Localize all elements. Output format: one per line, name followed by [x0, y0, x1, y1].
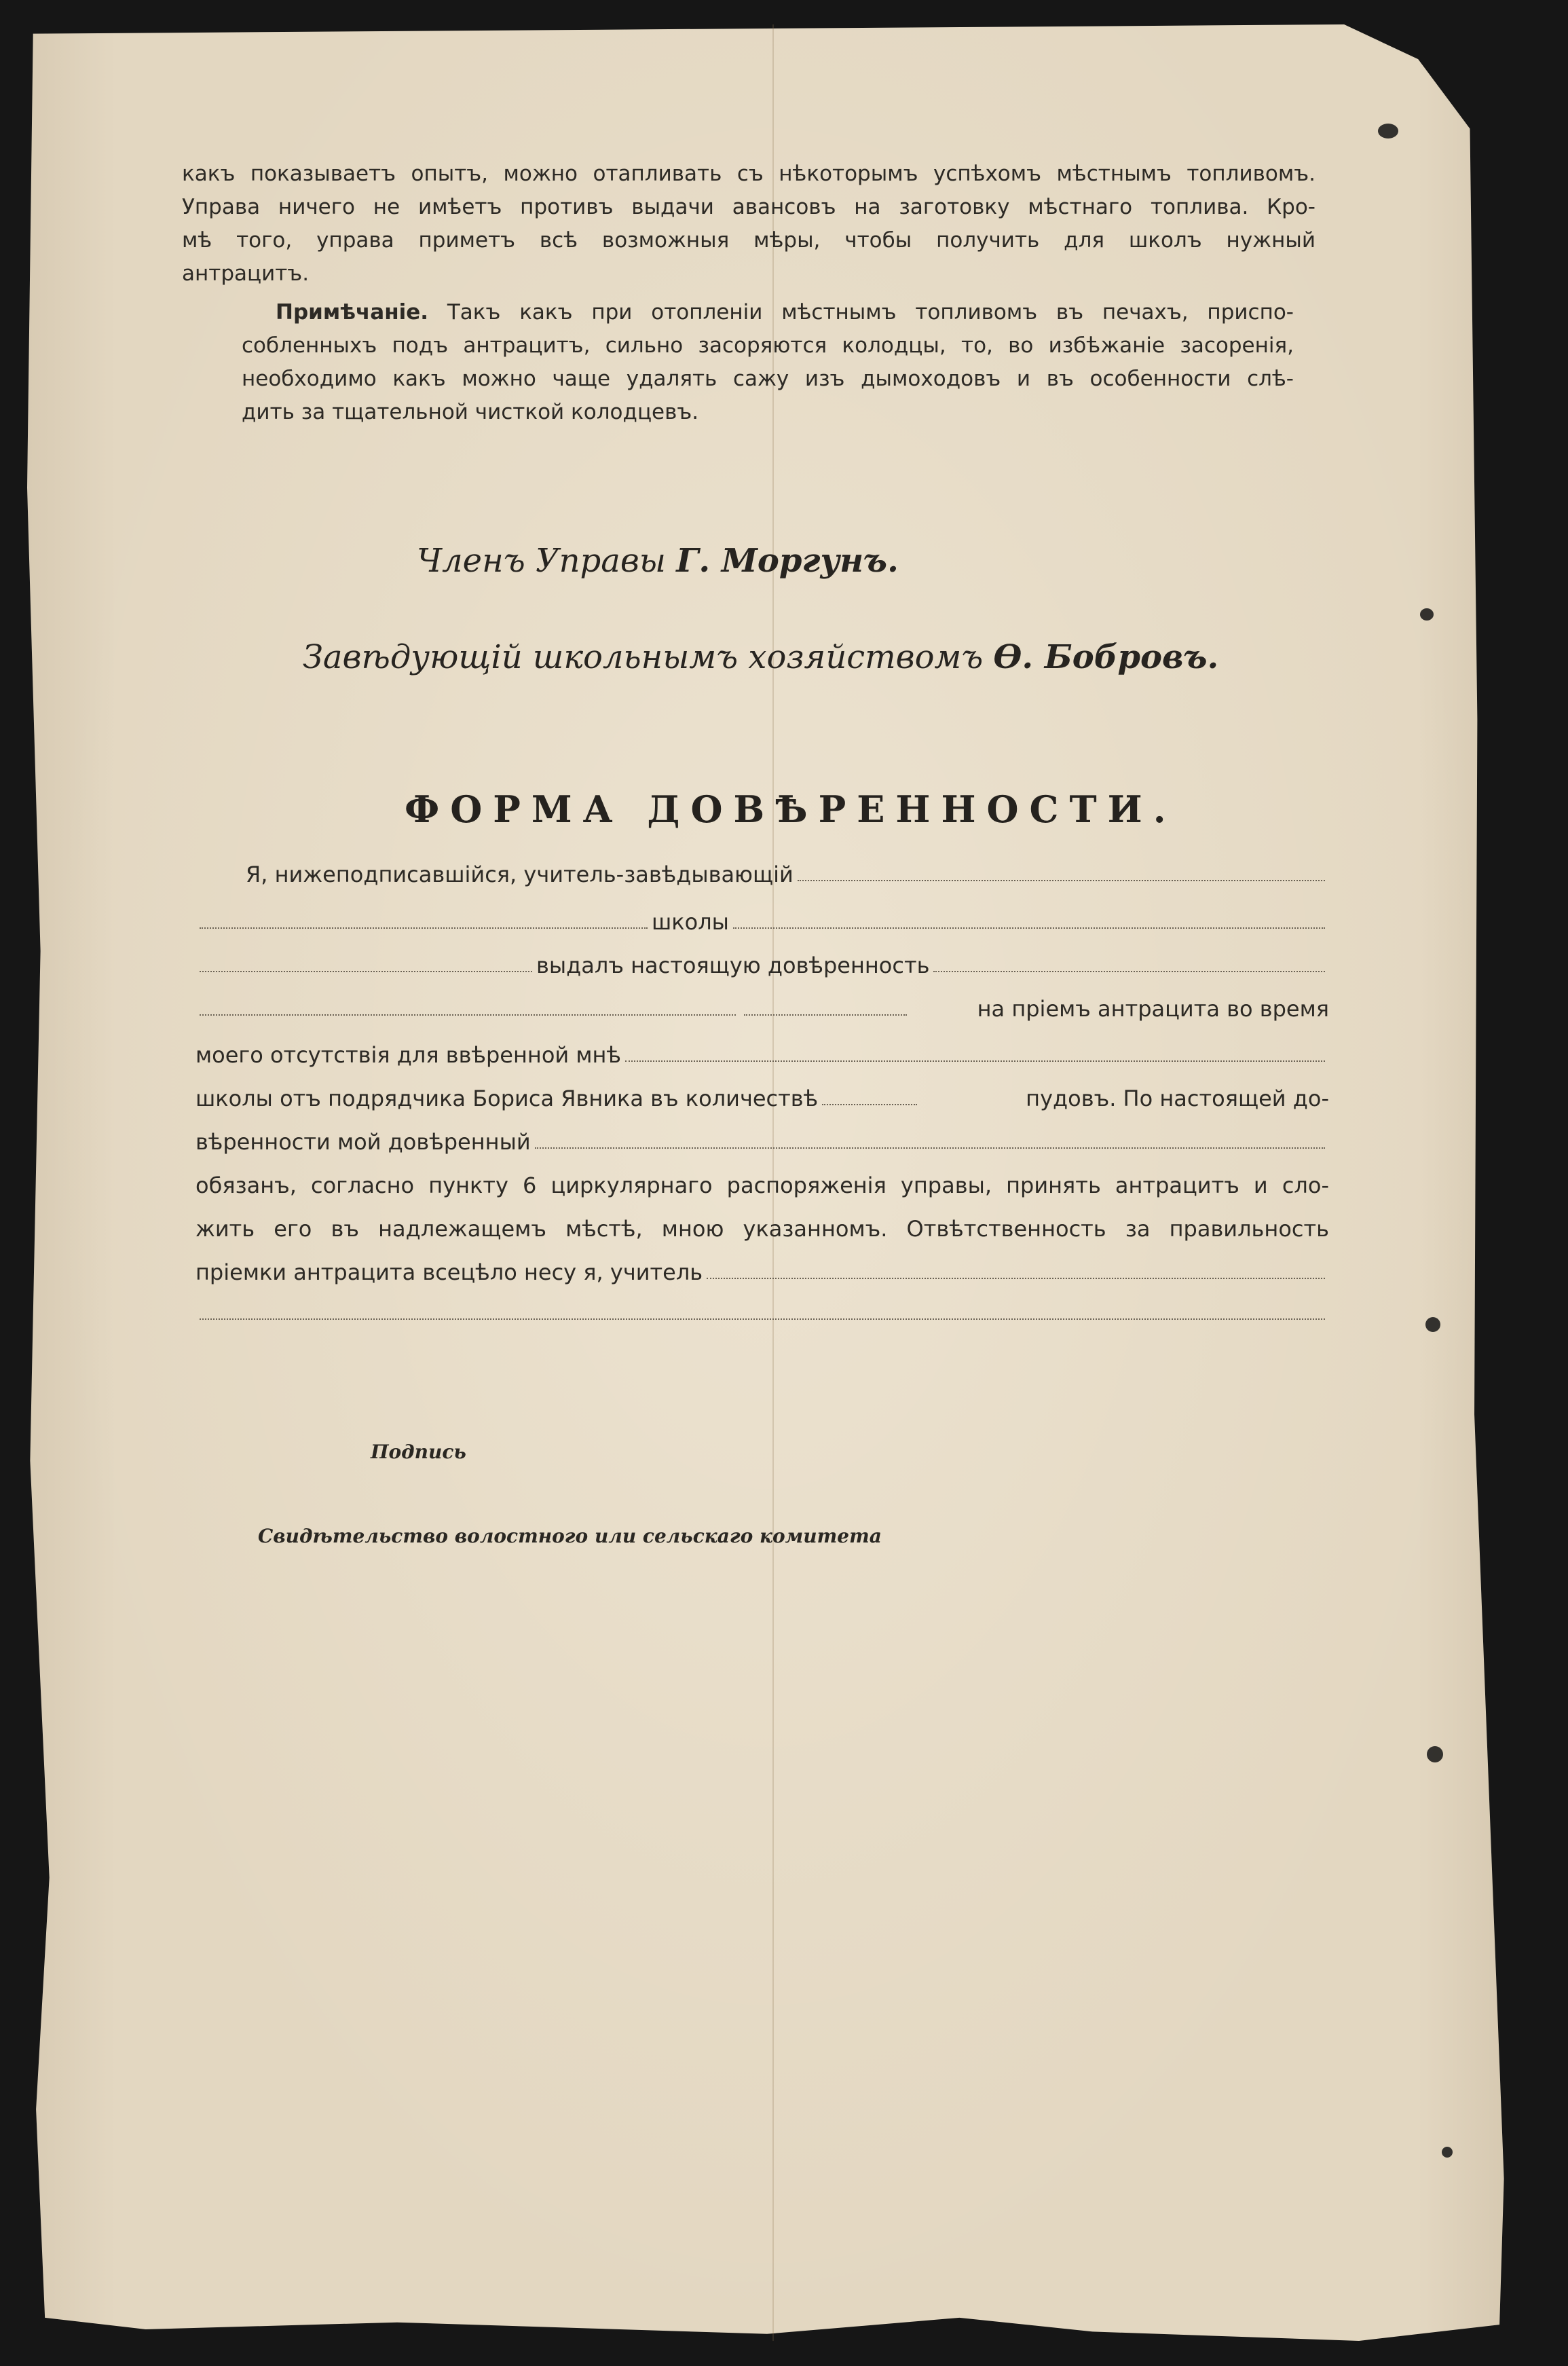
binding-hole	[1425, 1317, 1440, 1332]
form-title: ФОРМА ДОВѢРЕННОСТИ.	[405, 788, 1177, 831]
form-line	[195, 1035, 1329, 1069]
binding-hole	[1420, 608, 1434, 621]
manager-name: Ѳ. Бобровъ.	[993, 638, 1219, 676]
form-text: вѣренности мой довѣренный	[195, 1129, 531, 1155]
binding-hole	[1427, 1746, 1443, 1762]
note-line: необходимо какъ можно чаще удалять сажу изъ дымоходовъ и въ особенности слѣ-	[242, 367, 1294, 391]
note-block	[242, 296, 1328, 429]
form-text: школы отъ подрядчика Бориса Явника въ количествѣ	[195, 1086, 819, 1111]
form-text: пріемки антрацита всецѣло несу я, учитель	[195, 1259, 703, 1285]
paragraph-line: Управа ничего не имѣетъ противъ выдачи авансовъ на заготовку мѣстнаго топлива. Кро-	[182, 195, 1315, 219]
paragraph-line: мѣ того, управа приметъ всѣ возможныя мѣры, чтобы получить для школъ нужный	[182, 228, 1315, 253]
form-text: пудовъ. По настоящей до-	[1026, 1086, 1329, 1111]
manager-signature	[303, 638, 1218, 676]
blank-field[interactable]	[933, 969, 1325, 972]
form-line	[195, 1208, 1329, 1242]
paragraph-line: антрацитъ.	[182, 261, 310, 286]
blank-field[interactable]	[200, 1317, 1325, 1320]
note-line: Такъ какъ при отопленіи мѣстнымъ топливомъ въ печахъ, приспо-	[447, 300, 1294, 325]
binding-hole	[1378, 124, 1398, 138]
manager-prefix: Завѣдующій школьнымъ хозяйствомъ	[303, 638, 984, 676]
note-line-first	[276, 296, 1294, 329]
blank-field[interactable]	[535, 1146, 1325, 1149]
blank-field[interactable]	[200, 1013, 736, 1016]
blank-field[interactable]	[200, 926, 648, 929]
form-text: жить его въ надлежащемъ мѣстѣ, мною указанномъ. Отвѣтственность за правильность	[195, 1216, 1329, 1242]
paragraph-line: какъ показываетъ опытъ, можно отапливать съ нѣкоторымъ успѣхомъ мѣстнымъ топливомъ.	[182, 162, 1315, 186]
body-paragraph	[182, 158, 1315, 291]
binding-hole	[1442, 2147, 1453, 2158]
form-line	[195, 945, 1329, 979]
form-line	[195, 1252, 1329, 1286]
form-line	[195, 988, 1329, 1022]
blank-field[interactable]	[733, 926, 1325, 929]
blank-field[interactable]	[707, 1276, 1325, 1279]
form-text: Я, нижеподписавшійся, учитель-завѣдывающій	[246, 862, 794, 887]
signature-label: Подпись	[371, 1441, 466, 1463]
form-text: обязанъ, согласно пункту 6 циркулярнаго распоряженія управы, принять антрацитъ и сло-	[195, 1172, 1329, 1198]
form-line	[195, 902, 1329, 936]
form-text: школы	[652, 909, 729, 935]
note-label: Примѣчаніе.	[276, 300, 429, 325]
form-text: выдалъ настоящую довѣренность	[536, 953, 930, 978]
form-line	[195, 1078, 1329, 1112]
certificate-label: Свидѣтельство волостного или сельскаго комитета	[258, 1525, 882, 1547]
blank-field[interactable]	[200, 969, 532, 972]
note-line: собленныхъ подъ антрацитъ, сильно засоряются колодцы, то, во избѣжаніе засоренія,	[242, 333, 1294, 358]
form-text: на пріемъ антрацита во время	[977, 996, 1329, 1022]
form-line	[195, 1293, 1329, 1327]
blank-field[interactable]	[625, 1059, 1325, 1062]
member-name: Г. Моргунъ.	[676, 542, 899, 580]
note-line: дить за тщательной чисткой колодцевъ.	[242, 400, 699, 424]
form-line	[195, 1122, 1329, 1156]
form-line	[195, 854, 1329, 888]
form-line	[195, 1165, 1329, 1199]
member-prefix: Членъ Управы	[417, 542, 666, 580]
member-signature	[417, 542, 899, 580]
blank-field[interactable]	[798, 879, 1325, 881]
blank-field[interactable]	[822, 1103, 917, 1105]
form-text: моего отсутствія для ввѣренной мнѣ	[195, 1042, 621, 1068]
blank-field[interactable]	[744, 1013, 907, 1016]
